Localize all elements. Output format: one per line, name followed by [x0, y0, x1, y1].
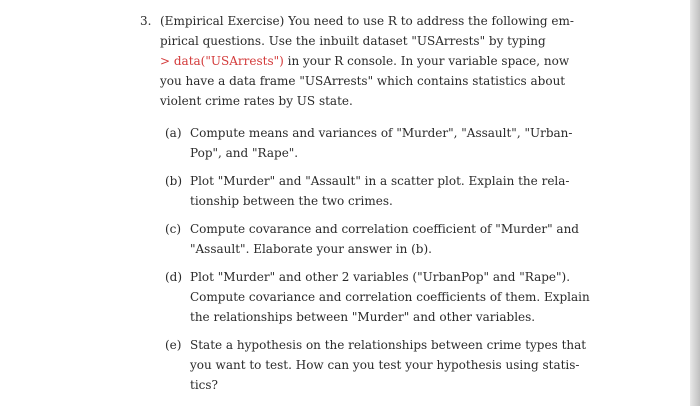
subquestion-list [165, 123, 590, 395]
problem-intro [160, 11, 580, 111]
subquestion-line: tics? [190, 378, 218, 392]
subquestion-text [190, 335, 586, 395]
subquestion-line: Plot "Murder" and "Assault" in a scatter plot. Explain the rela- [190, 174, 570, 188]
intro-line-5: violent crime rates by US state. [160, 94, 353, 108]
subquestion-line: tionship between the two crimes. [190, 194, 393, 208]
subquestion-line: you want to test. How can you test your hypothesis using statis- [190, 358, 580, 372]
subquestion-label: (c) [165, 222, 182, 236]
r-command: > data("USArrests") [160, 54, 284, 68]
subquestion-label: (d) [165, 270, 183, 284]
subquestion-label: (a) [165, 126, 182, 140]
problem-3 [140, 11, 590, 403]
subquestion-a [165, 123, 580, 163]
problem-header [140, 11, 580, 111]
intro-line-1: (Empirical Exercise) You need to use R to address the following em- [160, 14, 574, 28]
subquestion-line: Compute covariance and correlation coefficients of them. Explain [190, 290, 590, 304]
subquestion-label: (b) [165, 174, 183, 188]
subquestion-line: "Assault". Elaborate your answer in (b). [190, 242, 432, 256]
subquestion-line: State a hypothesis on the relationships between crime types that [190, 338, 587, 352]
subquestion-text [190, 123, 580, 163]
intro-line-3-rest: in your R console. In your variable space, now [283, 54, 570, 68]
subquestion-c [165, 219, 580, 259]
subquestion-line: Compute covarance and correlation coefficient of "Murder" and [190, 222, 579, 236]
problem-number: 3. [140, 14, 152, 28]
subquestion-text [190, 219, 580, 259]
subquestion-line: Compute means and variances of "Murder", "Assault", "Urban- [190, 126, 573, 140]
intro-line-3 [160, 51, 580, 71]
subquestion-line: Pop", and "Rape". [190, 146, 299, 160]
subquestion-text [190, 171, 580, 211]
subquestion-line: the relationships between "Murder" and other variables. [190, 310, 536, 324]
intro-line-4: you have a data frame "USArrests" which contains statistics about [160, 74, 566, 88]
subquestion-line: Plot "Murder" and other 2 variables ("UrbanPop" and "Rape"). [190, 270, 571, 284]
subquestion-text [190, 267, 590, 327]
subquestion-e [165, 335, 587, 395]
subquestion-label: (e) [165, 338, 182, 352]
intro-line-2: pirical questions. Use the inbuilt dataset "USArrests" by typing [160, 34, 546, 48]
subquestion-b [165, 171, 580, 211]
subquestion-d [165, 267, 590, 327]
page-edge-shadow [690, 0, 700, 406]
